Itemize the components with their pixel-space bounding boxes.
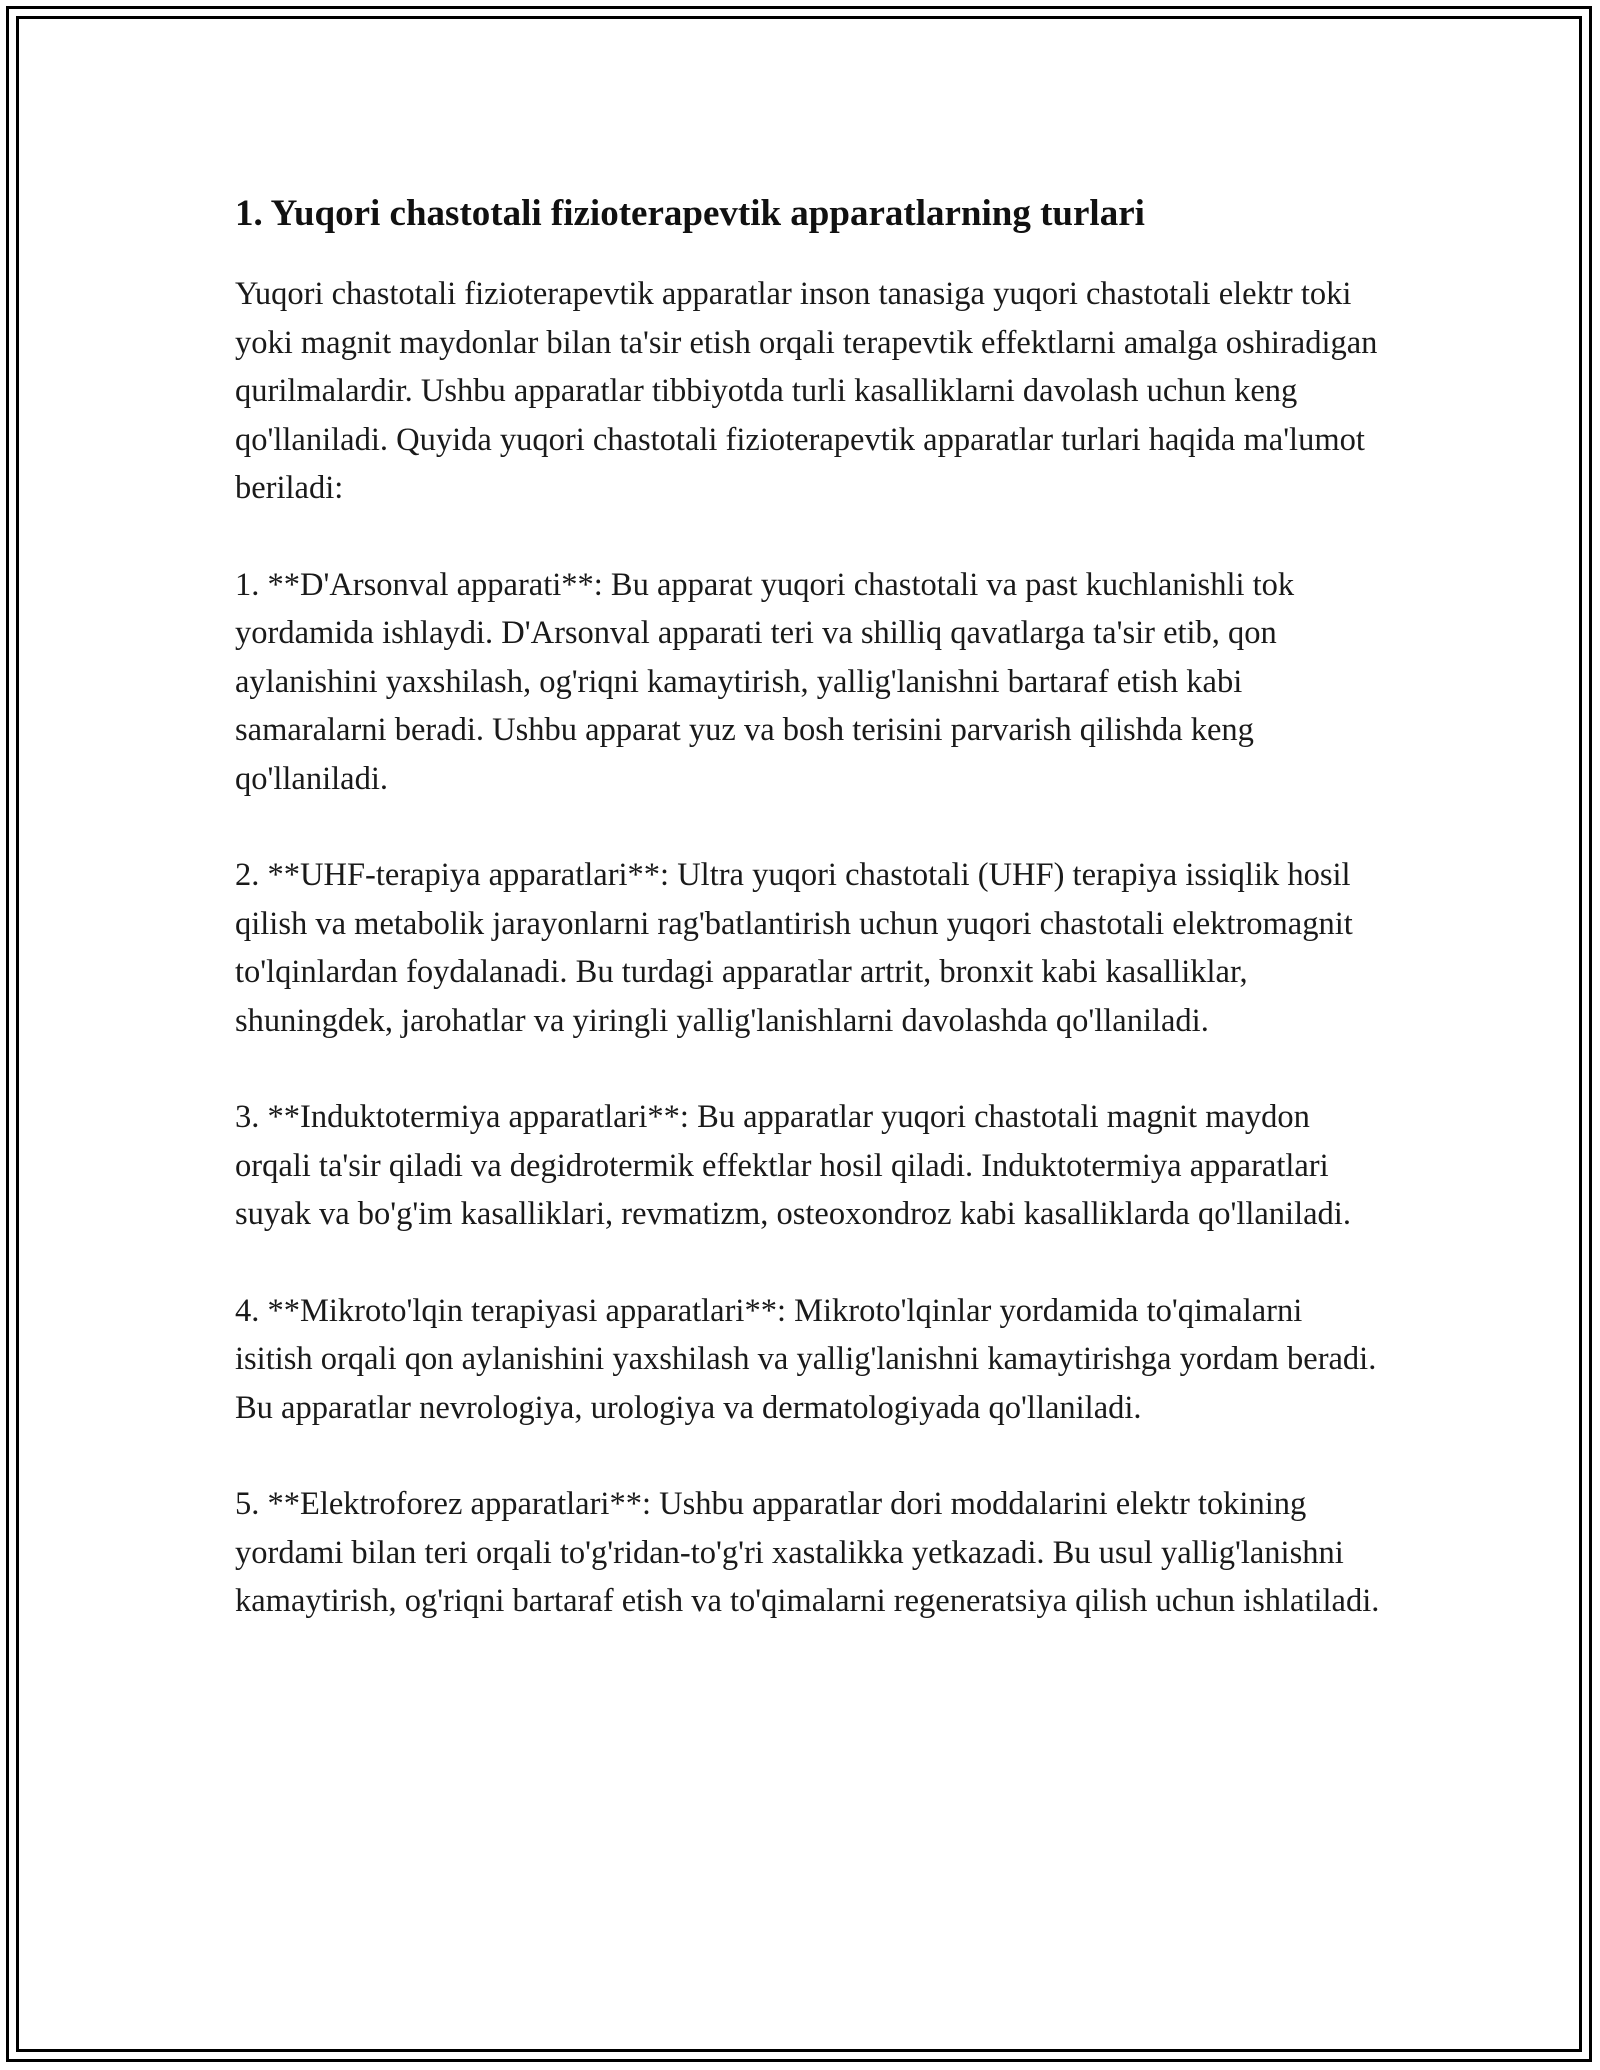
document-body [235,186,1385,1674]
paragraph-darsonval: 1. **D'Arsonval apparati**: Bu apparat yuqori chastotali va past kuchlanishli tok yordamida ishlaydi. D'Arsonval apparati teri va shilliq qavatlarga ta'sir etib, qon aylanishini yaxshilash, og'riqni kamaytirish, yallig'lanishni bartaraf etish kabi samaralarni beradi. Ushbu apparat yuz va bosh terisini parvarish qilishda keng qo'llaniladi. [235,566,1295,797]
paragraph-uhf-therapy: 2. **UHF-terapiya apparatlari**: Ultra yuqori chastotali (UHF) terapiya issiqlik hosil qilish va metabolik jarayonlarni rag'batlantirish uchun yuqori chastotali elektromagnit to'lqinlardan foydalanadi. Bu turdagi apparatlar artrit, bronxit kabi kasalliklar, shuningdek, jarohatlar va yiringli yallig'lanishlarni davolashda qo'llaniladi. [235,857,1353,1039]
paragraph-electrophoresis: 5. **Elektroforez apparatlari**: Ushbu apparatlar dori moddalarini elektr tokining yordami bilan teri orqali to'g'ridan-to'g'ri xastalikka yetkazadi. Bu usul yallig'lanishni kamaytirish, og'riqni bartaraf etish va to'qimalarni regeneratsiya qilish uchun ishlatiladi. [235,1486,1380,1619]
paragraph-inductothermy: 3. **Induktotermiya apparatlari**: Bu apparatlar yuqori chastotali magnit maydon orqali ta'sir qiladi va degidrotermik effektlar hosil qiladi. Induktotermiya apparatlari suyak va bo'g'im kasalliklari, revmatizm, osteoxondroz kabi kasalliklarda qo'llaniladi. [235,1099,1351,1232]
intro-paragraph: Yuqori chastotali fizioterapevtik apparatlar inson tanasiga yuqori chastotali elektr toki yoki magnit maydonlar bilan ta'sir etish orqali terapevtik effektlarni amalga oshiradigan qurilmalardir. Ushbu apparatlar tibbiyotda turli kasalliklarni davolash uchun keng qo'llaniladi. Quyida yuqori chastotali fizioterapevtik apparatlar turlari haqida ma'lumot beriladi: [235,276,1378,506]
section-heading: 1. Yuqori chastotali fizioterapevtik apparatlarning turlari [235,193,1145,234]
paragraph-microwave-therapy: 4. **Mikroto'lqin terapiyasi apparatlari**: Mikroto'lqinlar yordamida to'qimalarni isitish orqali qon aylanishini yaxshilash va yallig'lanishni kamaytirishga yordam beradi. Bu apparatlar nevrologiya, urologiya va dermatologiyada qo'llaniladi. [235,1292,1377,1426]
